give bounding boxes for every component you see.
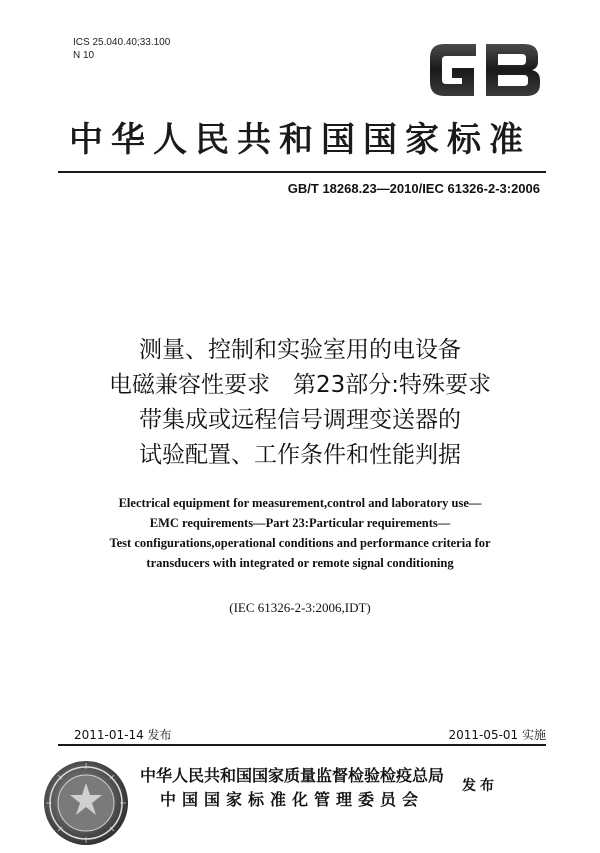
- effective-date: 2011-05-01 实施: [448, 728, 546, 742]
- standard-number: GB/T 18268.23—2010/IEC 61326-2-3:2006: [287, 181, 540, 196]
- classification-codes: [73, 36, 170, 62]
- issuing-authorities: [132, 764, 452, 812]
- ics-code: ICS 25.040.40;33.100: [73, 37, 171, 48]
- official-seal: [40, 757, 132, 849]
- english-title: [40, 493, 560, 573]
- english-title-line: EMC requirements—Part 23:Particular requirements—: [149, 516, 451, 530]
- english-title-line: Test configurations,operational conditions and performance criteria for: [109, 536, 491, 550]
- chinese-title: [30, 333, 570, 473]
- issuer-aqsiq: 中华人民共和国国家质量监督检验检疫总局: [139, 766, 444, 785]
- equivalence-note: (IEC 61326-2-3:2006,IDT): [229, 600, 371, 615]
- english-title-line: Electrical equipment for measurement,control and laboratory use—: [118, 496, 482, 510]
- ccs-code: N 10: [73, 50, 95, 61]
- gb-logo: [424, 38, 544, 102]
- chinese-title-line: 带集成或远程信号调理变送器的: [139, 407, 461, 433]
- issuer-sac: 中国国家标准化管理委员会: [159, 790, 424, 809]
- gb-logo-b: [486, 44, 540, 96]
- chinese-title-line: 电磁兼容性要求 第23部分:特殊要求: [108, 372, 491, 398]
- bottom-rule: [58, 744, 546, 746]
- english-title-line: transducers with integrated or remote signal conditioning: [146, 556, 454, 570]
- national-standard-heading: 中华人民共和国国家标准: [69, 120, 531, 160]
- top-rule: [58, 171, 546, 173]
- issue-date: 2011-01-14 发布: [74, 728, 172, 742]
- release-label: 发布: [462, 778, 498, 794]
- chinese-title-line: 测量、控制和实验室用的电设备: [139, 337, 461, 363]
- gb-logo-g: [430, 44, 476, 96]
- chinese-title-line: 试验配置、工作条件和性能判据: [139, 442, 461, 468]
